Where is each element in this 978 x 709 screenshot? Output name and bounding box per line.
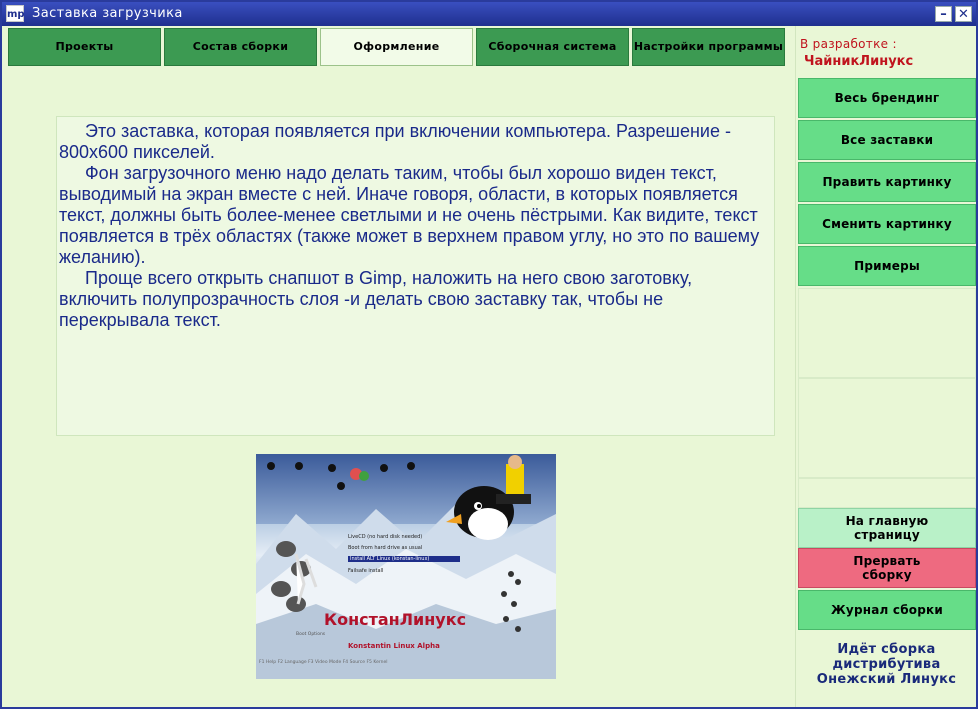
title-bar xyxy=(2,2,976,26)
close-icon[interactable]: ✕ xyxy=(955,6,972,22)
splash-preview-image xyxy=(256,454,556,679)
abort-button-line1: Прервать xyxy=(853,554,921,568)
abort-build-button[interactable] xyxy=(798,548,976,588)
home-button-line2: страницу xyxy=(854,528,920,542)
sidebar-spacer xyxy=(798,378,976,478)
all-splashes-button[interactable]: Все заставки xyxy=(798,120,976,160)
dev-project-name: ЧайникЛинукс xyxy=(804,54,914,69)
splash-menu-item: Install ALT Linux (konstan-linux) xyxy=(348,556,460,562)
examples-button[interactable]: Примеры xyxy=(798,246,976,286)
home-button[interactable] xyxy=(798,508,976,548)
status-line: Идёт сборка xyxy=(837,642,936,657)
tab-projects[interactable]: Проекты xyxy=(8,28,161,66)
window-title: Заставка загрузчика xyxy=(32,6,183,21)
tab-bar xyxy=(6,26,788,68)
splash-subtitle: Konstantin Linux Alpha xyxy=(348,642,440,650)
dev-label: В разработке : xyxy=(800,37,897,51)
tab-build-system[interactable]: Сборочная система xyxy=(476,28,629,66)
change-image-button[interactable]: Сменить картинку xyxy=(798,204,976,244)
splash-menu-item: LiveCD (no hard disk needed) xyxy=(348,534,423,540)
splash-boot-options: Boot Options xyxy=(296,632,326,637)
sidebar-spacer xyxy=(798,288,976,378)
build-status xyxy=(796,642,977,687)
minimize-icon[interactable]: – xyxy=(935,6,952,22)
tab-build-contents[interactable]: Состав сборки xyxy=(164,28,317,66)
tab-design[interactable]: Оформление xyxy=(320,28,473,66)
status-line: дистрибутива xyxy=(832,657,941,672)
description-paragraph: Фон загрузочного меню надо делать таким, чтобы был хорошо виден текст, выводимый на экран вместе с ней. Иначе говоря, области, в которых появляется текст, должны быть более-менее светлыми и не очень пёстрыми. Как видите, текст появляется в трёх областях (также может в верхнем правом углу, но это по вашему желанию). xyxy=(59,163,760,267)
splash-brand: КонстанЛинукс xyxy=(324,610,467,629)
home-button-line1: На главную xyxy=(845,514,929,528)
status-line: Онежский Линукс xyxy=(816,672,957,687)
right-sidebar xyxy=(795,26,976,707)
build-log-button[interactable]: Журнал сборки xyxy=(798,590,976,630)
splash-menu-item: Boot from hard drive as usual xyxy=(348,545,423,551)
edit-image-button[interactable]: Править картинку xyxy=(798,162,976,202)
splash-function-keys: F1 Help F2 Language F3 Video Mode F4 Source F5 Kernel xyxy=(259,660,388,665)
tab-program-settings[interactable]: Настройки программы xyxy=(632,28,785,66)
abort-button-line2: сборку xyxy=(862,568,912,582)
sidebar-spacer xyxy=(798,478,976,508)
description-paragraph: Проще всего открыть снапшот в Gimp, наложить на него свою заготовку, включить полупрозрачность слоя -и делать свою заставку так, чтобы не перекрывала текст. xyxy=(59,268,693,330)
app-icon: mp xyxy=(6,5,24,22)
splash-boot-menu xyxy=(348,530,463,580)
splash-menu-item: Failsafe install xyxy=(348,568,384,574)
description-paragraph: Это заставка, которая появляется при включении компьютера. Разрешение - 800x600 пикселей. xyxy=(59,121,731,162)
all-branding-button[interactable]: Весь брендинг xyxy=(798,78,976,118)
description-panel xyxy=(56,116,775,436)
